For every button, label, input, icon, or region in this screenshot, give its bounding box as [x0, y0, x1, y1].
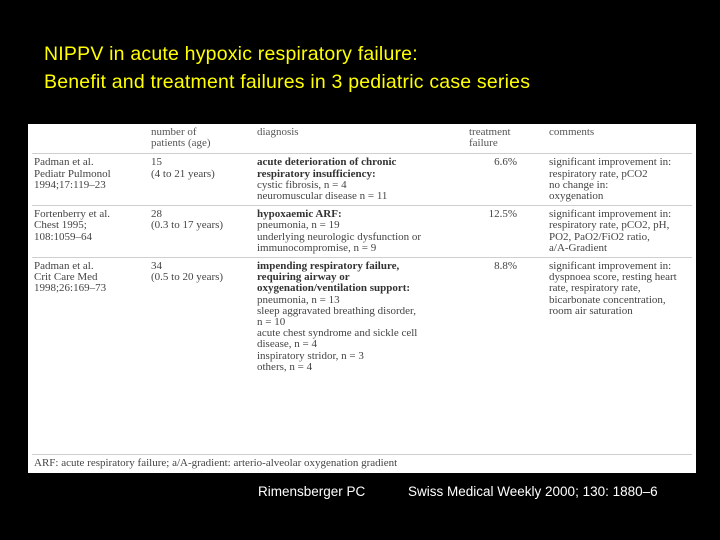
header-failure: treatment failure	[469, 126, 511, 150]
comments-cell-line: respiratory rate, pCO2	[549, 167, 648, 180]
study-citation-line: 108:1059–64	[34, 230, 93, 243]
comments-cell-line: a/A-Gradient	[549, 241, 608, 254]
patients-cell-line: 15	[151, 156, 162, 169]
comments-cell-line: dyspnoea score, resting heart	[549, 271, 677, 284]
diagnosis-category: hypoxaemic ARF:	[257, 208, 342, 221]
comments-cell-line: respiratory rate, pCO2, pH,	[549, 219, 670, 232]
title-line-1: NIPPV in acute hypoxic respiratory failure:	[44, 43, 418, 65]
diagnosis-cell-line: underlying neurologic dysfunction or	[257, 230, 422, 243]
study-citation-line: Padman et al.	[34, 156, 94, 169]
study-citation	[32, 258, 149, 377]
comments-cell-line: no change in:	[549, 178, 609, 191]
table-footnote: ARF: acute respiratory failure; a/A-gradient: arterio-alveolar oxygenation gradient	[34, 457, 398, 469]
study-citation-line: 1994;17:119–23	[34, 178, 106, 191]
diagnosis-cell-line: neuromuscular disease n = 11	[257, 190, 388, 203]
comments-cell-line: PO2, PaO2/FiO2 ratio,	[549, 230, 650, 243]
study-citation-line: Chest 1995;	[34, 219, 87, 232]
table-header-row	[32, 126, 692, 154]
patients-cell	[149, 206, 255, 258]
diagnosis-category: acute deterioration of chronic	[257, 156, 397, 169]
table-row	[32, 258, 692, 377]
treatment-failure-cell: 8.8%	[494, 260, 517, 273]
citation-author: Rimensberger PC	[258, 484, 366, 499]
patients-cell	[149, 258, 255, 377]
patients-cell	[149, 154, 255, 206]
comments-cell-line: room air saturation	[549, 304, 633, 317]
diagnosis-category: requiring airway or	[257, 271, 350, 284]
comments-cell-line: bicarbonate concentration,	[549, 293, 666, 306]
header-study	[32, 126, 149, 154]
diagnosis-category: respiratory insufficiency:	[257, 167, 376, 180]
comments-cell-line: oxygenation	[549, 190, 604, 203]
case-series-table	[32, 126, 692, 376]
comments-cell	[547, 206, 692, 258]
diagnosis-cell-line: disease, n = 4	[257, 338, 317, 351]
study-citation-line: Fortenberry et al.	[34, 208, 111, 221]
patients-cell-line: (4 to 21 years)	[151, 167, 215, 180]
diagnosis-cell-line: others, n = 4	[257, 360, 313, 373]
diagnosis-cell-line: pneumonia, n = 13	[257, 293, 340, 306]
diagnosis-category: impending respiratory failure,	[257, 260, 400, 273]
title-line-2: Benefit and treatment failures in 3 pediatric case series	[44, 71, 531, 93]
study-citation-line: Padman et al.	[34, 260, 94, 273]
table-panel	[28, 124, 696, 473]
comments-cell	[547, 258, 692, 377]
header-comments: comments	[549, 126, 595, 138]
study-citation-line: Crit Care Med	[34, 271, 98, 284]
table-row	[32, 206, 692, 258]
study-citation	[32, 154, 149, 206]
treatment-failure-cell: 12.5%	[488, 208, 517, 221]
table-row	[32, 154, 692, 206]
diagnosis-cell-line: cystic fibrosis, n = 4	[257, 178, 347, 191]
comments-cell-line: significant improvement in:	[549, 260, 672, 273]
diagnosis-cell-line: pneumonia, n = 19	[257, 219, 340, 232]
header-diagnosis: diagnosis	[257, 126, 299, 138]
diagnosis-cell-line: sleep aggravated breathing disorder,	[257, 304, 416, 317]
patients-cell-line: 28	[151, 208, 162, 221]
slide-title	[44, 40, 704, 96]
diagnosis-cell-line: n = 10	[257, 316, 286, 329]
study-citation	[32, 206, 149, 258]
diagnosis-category: oxygenation/ventilation support:	[257, 282, 411, 295]
diagnosis-cell-line: immunocompromise, n = 9	[257, 241, 377, 254]
diagnosis-cell-line: acute chest syndrome and sickle cell	[257, 327, 418, 340]
footnote-divider	[32, 454, 692, 455]
study-citation-line: 1998;26:169–73	[34, 282, 107, 295]
comments-cell	[547, 154, 692, 206]
patients-cell-line: (0.5 to 20 years)	[151, 271, 224, 284]
patients-cell-line: 34	[151, 260, 162, 273]
diagnosis-cell	[255, 154, 467, 206]
comments-cell-line: significant improvement in:	[549, 156, 672, 169]
study-citation-line: Pediatr Pulmonol	[34, 167, 111, 180]
header-patients: number of patients (age)	[151, 126, 211, 150]
comments-cell-line: significant improvement in:	[549, 208, 672, 221]
diagnosis-cell	[255, 206, 467, 258]
diagnosis-cell	[255, 258, 467, 377]
patients-cell-line: (0.3 to 17 years)	[151, 219, 224, 232]
treatment-failure-cell: 6.6%	[494, 156, 517, 169]
diagnosis-cell-line: inspiratory stridor, n = 3	[257, 349, 364, 362]
comments-cell-line: rate, respiratory rate,	[549, 282, 641, 295]
citation-reference: Swiss Medical Weekly 2000; 130: 1880–6	[408, 484, 658, 499]
